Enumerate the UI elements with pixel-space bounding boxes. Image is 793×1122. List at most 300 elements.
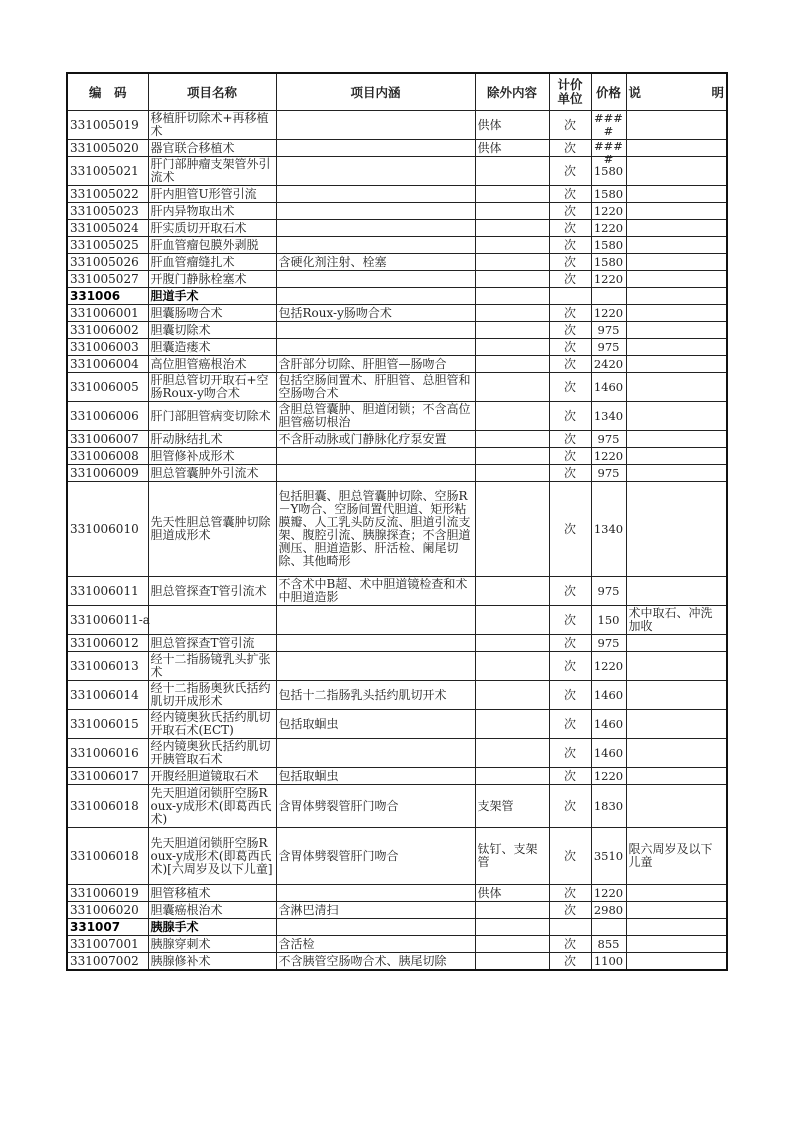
table-row <box>67 448 727 465</box>
cell-excluded-text: 钛钉、支架管 <box>477 842 538 869</box>
cell-price <box>591 828 626 885</box>
cell-unit-text: 次 <box>563 658 576 673</box>
cell-code-text: 331005021 <box>70 163 139 178</box>
cell-unit <box>549 739 591 768</box>
cell-code <box>67 606 148 635</box>
cell-code <box>67 710 148 739</box>
cell-name-text: 经内镜奥狄氏括约肌切开胰管取石术 <box>150 739 271 766</box>
cell-price-text: 1220 <box>593 448 624 463</box>
cell-price-text: 1580 <box>593 163 624 178</box>
cell-name-text: 经十二指肠奥狄氏括约肌切开成形术 <box>150 681 271 708</box>
cell-code-text: 331005020 <box>70 140 139 155</box>
cell-note <box>626 739 727 768</box>
table-row <box>67 902 727 919</box>
cell-content <box>276 157 475 186</box>
cell-code-text: 331006012 <box>70 635 139 650</box>
table-row <box>67 652 727 681</box>
cell-name-text: 肝胆总管切开取石+空肠Roux-y吻合术 <box>150 373 269 400</box>
cell-code <box>67 577 148 606</box>
cell-price <box>591 577 626 606</box>
cell-name-text: 肝血管瘤包膜外剥脱 <box>150 237 259 252</box>
cell-excluded <box>475 322 549 339</box>
cell-name-text: 肝门部肿瘤支架管外引流术 <box>150 157 271 184</box>
section-row <box>67 919 727 936</box>
cell-unit-text: 次 <box>563 635 576 650</box>
cell-name <box>148 635 276 652</box>
cell-excluded <box>475 356 549 373</box>
cell-name <box>148 157 276 186</box>
cell-name <box>148 652 276 681</box>
cell-name <box>148 577 276 606</box>
cell-unit <box>549 356 591 373</box>
table-row <box>67 885 727 902</box>
cell-code-text: 331005027 <box>70 271 139 286</box>
cell-name-text: 胰腺修补术 <box>150 953 211 968</box>
cell-name <box>148 339 276 356</box>
cell-excluded <box>475 635 549 652</box>
cell-price <box>591 186 626 203</box>
cell-name <box>148 111 276 140</box>
cell-price-text: 1340 <box>593 521 624 536</box>
table-row <box>67 465 727 482</box>
cell-code-text: 331006007 <box>70 431 139 446</box>
cell-unit-text: 次 <box>563 716 576 731</box>
cell-code <box>67 902 148 919</box>
cell-content <box>276 288 475 305</box>
cell-unit <box>549 448 591 465</box>
cell-content <box>276 339 475 356</box>
cell-name-text: 移植肝切除术+再移植术 <box>150 111 269 138</box>
cell-name-text: 胆总管囊肿外引流术 <box>150 465 259 480</box>
cell-price-text: 1220 <box>593 203 624 218</box>
cell-unit-text: 次 <box>563 885 576 900</box>
table-row <box>67 254 727 271</box>
cell-code-text: 331006009 <box>70 465 139 480</box>
cell-unit-text: 次 <box>563 140 576 155</box>
cell-content <box>276 785 475 828</box>
cell-unit <box>549 482 591 577</box>
cell-code-text: 331005026 <box>70 254 139 269</box>
cell-excluded <box>475 373 549 402</box>
header-desc-left: 说 <box>628 84 642 100</box>
cell-code-text: 331006004 <box>70 356 139 371</box>
cell-name-text: 胆总管探查T管引流 <box>150 635 255 650</box>
cell-unit-text: 次 <box>563 902 576 917</box>
cell-note <box>626 111 727 140</box>
cell-note-text: 术中取石、冲洗加收 <box>628 606 713 633</box>
cell-price <box>591 373 626 402</box>
cell-code-text: 331006011 <box>70 583 139 598</box>
cell-name-text: 肝血管瘤缝扎术 <box>150 254 235 269</box>
cell-unit <box>549 220 591 237</box>
cell-unit-text: 次 <box>563 936 576 951</box>
cell-note-text: 限六周岁及以下儿童 <box>628 842 713 869</box>
cell-unit <box>549 271 591 288</box>
cell-code <box>67 652 148 681</box>
cell-note <box>626 919 727 936</box>
table-row <box>67 936 727 953</box>
cell-content <box>276 953 475 971</box>
cell-excluded <box>475 271 549 288</box>
cell-name-text: 胆总管探查T管引流术 <box>150 583 267 598</box>
cell-note <box>626 373 727 402</box>
cell-note <box>626 140 727 157</box>
cell-excluded <box>475 448 549 465</box>
cell-name <box>148 402 276 431</box>
cell-code <box>67 635 148 652</box>
cell-unit-text: 次 <box>563 745 576 760</box>
cell-price-text: #### <box>594 111 623 138</box>
cell-code <box>67 157 148 186</box>
cell-code-text: 331006002 <box>70 322 139 337</box>
cell-name-text: 胆管移植术 <box>150 885 211 900</box>
cell-unit <box>549 828 591 885</box>
cell-price-text: 1220 <box>593 885 624 900</box>
cell-price <box>591 681 626 710</box>
cell-note <box>626 271 727 288</box>
cell-excluded <box>475 288 549 305</box>
cell-price <box>591 635 626 652</box>
cell-content <box>276 606 475 635</box>
cell-content <box>276 271 475 288</box>
cell-price-text: 975 <box>597 583 620 598</box>
cell-code <box>67 111 148 140</box>
cell-content <box>276 681 475 710</box>
cell-content-text: 含胃体劈裂管肝门吻合 <box>278 848 399 863</box>
table-row <box>67 635 727 652</box>
cell-excluded <box>475 305 549 322</box>
cell-note <box>626 936 727 953</box>
cell-name <box>148 373 276 402</box>
cell-unit-text: 次 <box>563 186 576 201</box>
cell-unit-text: 次 <box>563 163 576 178</box>
cell-content <box>276 203 475 220</box>
cell-unit <box>549 254 591 271</box>
cell-name-text: 胆囊造瘘术 <box>150 339 211 354</box>
cell-note <box>626 254 727 271</box>
header-content: 项目内涵 <box>276 73 475 111</box>
cell-content <box>276 220 475 237</box>
cell-excluded-text: 供体 <box>477 885 502 900</box>
cell-name <box>148 220 276 237</box>
cell-note <box>626 237 727 254</box>
cell-price-text: #### <box>594 139 623 166</box>
cell-name <box>148 254 276 271</box>
cell-unit <box>549 768 591 785</box>
cell-excluded <box>475 739 549 768</box>
cell-excluded <box>475 768 549 785</box>
cell-unit <box>549 157 591 186</box>
cell-unit-text: 次 <box>563 305 576 320</box>
cell-note <box>626 305 727 322</box>
cell-price-text: 1460 <box>593 716 624 731</box>
cell-name <box>148 606 276 635</box>
cell-content-text: 不含肝动脉或门静脉化疗泵安置 <box>278 431 447 446</box>
cell-unit <box>549 681 591 710</box>
cell-unit <box>549 606 591 635</box>
cell-code-text: 331006008 <box>70 448 139 463</box>
cell-content <box>276 448 475 465</box>
cell-content <box>276 140 475 157</box>
cell-unit <box>549 322 591 339</box>
cell-price-text: 2420 <box>593 356 624 371</box>
cell-name-text: 器官联合移植术 <box>150 140 235 155</box>
cell-code <box>67 237 148 254</box>
cell-content <box>276 710 475 739</box>
cell-content <box>276 431 475 448</box>
cell-unit-text: 次 <box>563 339 576 354</box>
cell-code-text: 331005023 <box>70 203 139 218</box>
table-row <box>67 577 727 606</box>
cell-content <box>276 305 475 322</box>
cell-content-text: 含硬化剂注射、栓塞 <box>278 254 387 269</box>
cell-content <box>276 402 475 431</box>
cell-content-text: 包括Roux-y肠吻合术 <box>278 305 392 320</box>
cell-unit <box>549 431 591 448</box>
cell-code-text: 331007002 <box>70 953 139 968</box>
cell-unit <box>549 919 591 936</box>
cell-price <box>591 305 626 322</box>
cell-name <box>148 237 276 254</box>
cell-price-text: 1460 <box>593 745 624 760</box>
table-row <box>67 606 727 635</box>
cell-code <box>67 220 148 237</box>
cell-code-text: 331006011-a <box>70 612 150 627</box>
header-description <box>626 73 727 111</box>
cell-excluded <box>475 919 549 936</box>
cell-code <box>67 140 148 157</box>
cell-content <box>276 577 475 606</box>
cell-code <box>67 739 148 768</box>
header-name: 项目名称 <box>148 73 276 111</box>
cell-price <box>591 953 626 971</box>
cell-name-text: 肝实质切开取石术 <box>150 220 247 235</box>
cell-content-text: 含胃体劈裂管肝门吻合 <box>278 798 399 813</box>
cell-unit <box>549 288 591 305</box>
cell-price-text: 1100 <box>593 953 624 968</box>
cell-content <box>276 254 475 271</box>
cell-code <box>67 885 148 902</box>
cell-content-text: 含胆总管囊肿、胆道闭锁；不含高位胆管癌切根治 <box>278 402 471 429</box>
cell-price <box>591 482 626 577</box>
cell-code-text: 331006014 <box>70 687 139 702</box>
cell-price-text: 975 <box>597 339 620 354</box>
cell-note <box>626 288 727 305</box>
cell-name-text: 肝动脉结扎术 <box>150 431 223 446</box>
cell-code <box>67 785 148 828</box>
table-row <box>67 768 727 785</box>
cell-unit <box>549 577 591 606</box>
cell-code-text: 331005022 <box>70 186 139 201</box>
cell-unit-text: 次 <box>563 848 576 863</box>
cell-code <box>67 768 148 785</box>
cell-name <box>148 305 276 322</box>
cell-content-text: 含活检 <box>278 936 315 951</box>
cell-name-text: 经内镜奥狄氏括约肌切开取石术(ECT) <box>150 710 271 737</box>
cell-name-text: 胆囊肠吻合术 <box>150 305 223 320</box>
cell-price <box>591 710 626 739</box>
cell-content-text: 包括胆囊、胆总管囊肿切除、空肠R－Y吻合、空肠间置代胆道、矩形粘膜瓣、人工乳头防反流、胆道引流支架、腹腔引流、胰腺探查；不含胆道测压、胆道造影、肝活检、阑尾切除、其他畸形 <box>278 489 471 568</box>
cell-code-text: 331006013 <box>70 658 139 673</box>
cell-price-text: 975 <box>597 465 620 480</box>
cell-code-text: 331006017 <box>70 768 139 783</box>
cell-content <box>276 828 475 885</box>
cell-excluded <box>475 431 549 448</box>
cell-name <box>148 448 276 465</box>
table-row <box>67 220 727 237</box>
cell-price-text: 1220 <box>593 220 624 235</box>
header-desc-right: 明 <box>711 84 724 100</box>
cell-unit <box>549 465 591 482</box>
cell-price-text: 975 <box>597 635 620 650</box>
cell-price <box>591 902 626 919</box>
cell-note <box>626 902 727 919</box>
cell-price-text: 1220 <box>593 658 624 673</box>
cell-excluded <box>475 953 549 971</box>
cell-unit-text: 次 <box>563 465 576 480</box>
cell-price <box>591 936 626 953</box>
table-row <box>67 953 727 971</box>
cell-excluded <box>475 652 549 681</box>
cell-price-text: 1220 <box>593 305 624 320</box>
cell-unit-text: 次 <box>563 356 576 371</box>
cell-name-text: 经十二指肠镜乳头扩张术 <box>150 652 271 679</box>
cell-note <box>626 785 727 828</box>
cell-price <box>591 465 626 482</box>
cell-note <box>626 828 727 885</box>
cell-note <box>626 681 727 710</box>
cell-code <box>67 186 148 203</box>
cell-name <box>148 885 276 902</box>
cell-note <box>626 203 727 220</box>
cell-name-text: 高位胆管癌根治术 <box>150 356 247 371</box>
cell-name <box>148 431 276 448</box>
cell-note <box>626 186 727 203</box>
cell-name-text: 肝门部胆管病变切除术 <box>150 408 271 423</box>
cell-code <box>67 919 148 936</box>
table-row <box>67 373 727 402</box>
cell-price <box>591 652 626 681</box>
cell-note <box>626 220 727 237</box>
cell-note <box>626 339 727 356</box>
cell-unit <box>549 339 591 356</box>
cell-code <box>67 431 148 448</box>
cell-code-text: 331006018 <box>70 798 139 813</box>
cell-code-text: 331006005 <box>70 379 139 394</box>
cell-price-text: 855 <box>597 936 620 951</box>
cell-code <box>67 271 148 288</box>
cell-code-text: 331006001 <box>70 305 139 320</box>
cell-unit-text: 次 <box>563 117 576 132</box>
cell-unit-text: 次 <box>563 322 576 337</box>
cell-note <box>626 322 727 339</box>
cell-price-text: 1460 <box>593 379 624 394</box>
cell-unit <box>549 710 591 739</box>
cell-excluded <box>475 577 549 606</box>
cell-price-text: 1580 <box>593 186 624 201</box>
table-row <box>67 785 727 828</box>
cell-unit <box>549 902 591 919</box>
cell-note <box>626 402 727 431</box>
cell-price <box>591 220 626 237</box>
cell-name <box>148 902 276 919</box>
cell-unit-text: 次 <box>563 687 576 702</box>
cell-excluded <box>475 220 549 237</box>
cell-unit <box>549 402 591 431</box>
cell-note <box>626 482 727 577</box>
cell-price <box>591 254 626 271</box>
cell-code <box>67 373 148 402</box>
cell-code <box>67 339 148 356</box>
cell-name-text: 先天胆道闭锁肝空肠Roux-y成形术(即葛西氏术) <box>150 785 272 826</box>
cell-note <box>626 465 727 482</box>
cell-unit-text: 次 <box>563 798 576 813</box>
cell-name <box>148 681 276 710</box>
cell-excluded <box>475 237 549 254</box>
cell-name-text: 胰腺手术 <box>150 919 199 934</box>
header-unit: 计价单位 <box>549 73 591 111</box>
cell-price <box>591 237 626 254</box>
cell-code-text: 331007001 <box>70 936 139 951</box>
cell-price <box>591 402 626 431</box>
cell-unit <box>549 111 591 140</box>
cell-code <box>67 482 148 577</box>
cell-price <box>591 356 626 373</box>
cell-content <box>276 885 475 902</box>
cell-note <box>626 953 727 971</box>
cell-unit <box>549 203 591 220</box>
table-row <box>67 186 727 203</box>
cell-code-text: 331005019 <box>70 117 139 132</box>
cell-code <box>67 305 148 322</box>
cell-content-text: 包括空肠间置术、肝胆管、总胆管和空肠吻合术 <box>278 373 471 400</box>
cell-price-text: 1220 <box>593 271 624 286</box>
cell-excluded <box>475 482 549 577</box>
table-row <box>67 271 727 288</box>
cell-code-text: 331006 <box>70 288 121 303</box>
cell-content <box>276 186 475 203</box>
cell-price <box>591 431 626 448</box>
cell-price-text: 975 <box>597 322 620 337</box>
cell-name-text: 胆囊癌根治术 <box>150 902 223 917</box>
cell-code-text: 331005024 <box>70 220 139 235</box>
cell-unit-text: 次 <box>563 953 576 968</box>
cell-excluded <box>475 402 549 431</box>
cell-excluded <box>475 936 549 953</box>
cell-price-text: 150 <box>597 612 620 627</box>
cell-price-text: 975 <box>597 431 620 446</box>
table-row <box>67 828 727 885</box>
section-row <box>67 288 727 305</box>
table-row <box>67 111 727 140</box>
cell-note <box>626 885 727 902</box>
cell-unit-text: 次 <box>563 254 576 269</box>
cell-code-text: 331006015 <box>70 716 139 731</box>
cell-name <box>148 288 276 305</box>
cell-content <box>276 482 475 577</box>
cell-unit <box>549 953 591 971</box>
cell-excluded-text: 供体 <box>477 140 502 155</box>
cell-name-text: 胰腺穿刺术 <box>150 936 211 951</box>
header-row <box>67 73 727 111</box>
cell-name <box>148 739 276 768</box>
cell-code <box>67 448 148 465</box>
cell-name-text: 胆囊切除术 <box>150 322 211 337</box>
cell-name-text: 胆管修补成形术 <box>150 448 235 463</box>
cell-unit <box>549 885 591 902</box>
cell-unit-text: 次 <box>563 431 576 446</box>
cell-name <box>148 953 276 971</box>
